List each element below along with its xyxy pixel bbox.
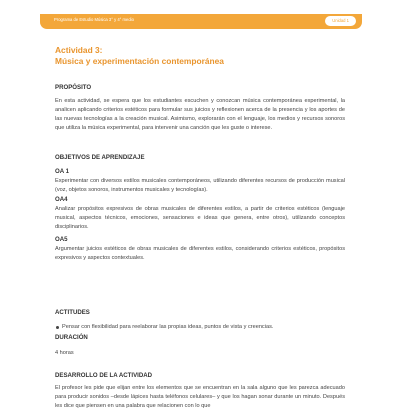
activity-subtitle: Música y experimentación contemporánea	[55, 56, 224, 66]
actitud-item	[62, 324, 342, 330]
oa4-text: Analizar propósitos expresivos de obras musicales de diferentes estilos, a partir de criterios estéticos (lenguaje musical, aspectos técnicos, emociones, sensaciones e ideas que genera, entre otros), utilizando conceptos disciplinarios.	[55, 206, 345, 230]
oa5-text: Argumentar juicios estéticos de obras musicales de diferentes estilos, considerando criterios estéticos, propósitos expresivos y aspectos contextuales.	[55, 246, 345, 261]
oa4-code: OA4	[55, 196, 68, 203]
actitudes-heading: ACTITUDES	[55, 309, 90, 316]
oa1-text: Experimentar con diversos estilos musicales contemporáneos, utilizando diferentes recursos de producción musical (voz, objetos sonoros, instrumentos musicales y tecnologías).	[55, 178, 345, 193]
oa1-code: OA 1	[55, 168, 69, 175]
bullet-icon	[56, 326, 59, 329]
actitud-text: Pensar con flexibilidad para reelaborar las propias ideas, puntos de vista y creencias.	[62, 324, 274, 330]
activity-title: Actividad 3:	[55, 45, 103, 55]
duracion-heading: DURACIÓN	[55, 334, 88, 341]
proposito-text: En esta actividad, se espera que los estudiantes escuchen y conozcan música contemporánea experimental, la analicen aplicando criterios estéticos para formular sus juicios y reflexionen acerca de la presencia y los aportes de las nuevas tecnologías a la creación musical. Asimismo, explorarán con el lenguaje, los medios y recursos sonoros que utiliza la música experimental, para intervenir una canción que les guste o interese.	[55, 98, 345, 131]
header-bar	[40, 14, 362, 29]
objetivos-heading: OBJETIVOS DE APRENDIZAJE	[55, 154, 145, 161]
proposito-heading: PROPÓSITO	[55, 84, 92, 91]
duracion-value: 4 horas	[55, 350, 74, 356]
oa5-code: OA5	[55, 236, 68, 243]
desarrollo-text: El profesor les pide que elijan entre los elementos que se encuentran en la sala alguno que les parezca adecuado para producir sonidos –desde lápices hasta teléfonos celulares– y que los hagan sonar durante un minuto. Después les dice que piensen en una palabra que relacionen con lo que	[55, 385, 345, 409]
desarrollo-heading: DESARROLLO DE LA ACTIVIDAD	[55, 372, 153, 379]
program-title: Programa de Estudio Música 3° y 4° medio	[54, 17, 134, 22]
unit-badge: Unidad 1	[325, 16, 356, 26]
